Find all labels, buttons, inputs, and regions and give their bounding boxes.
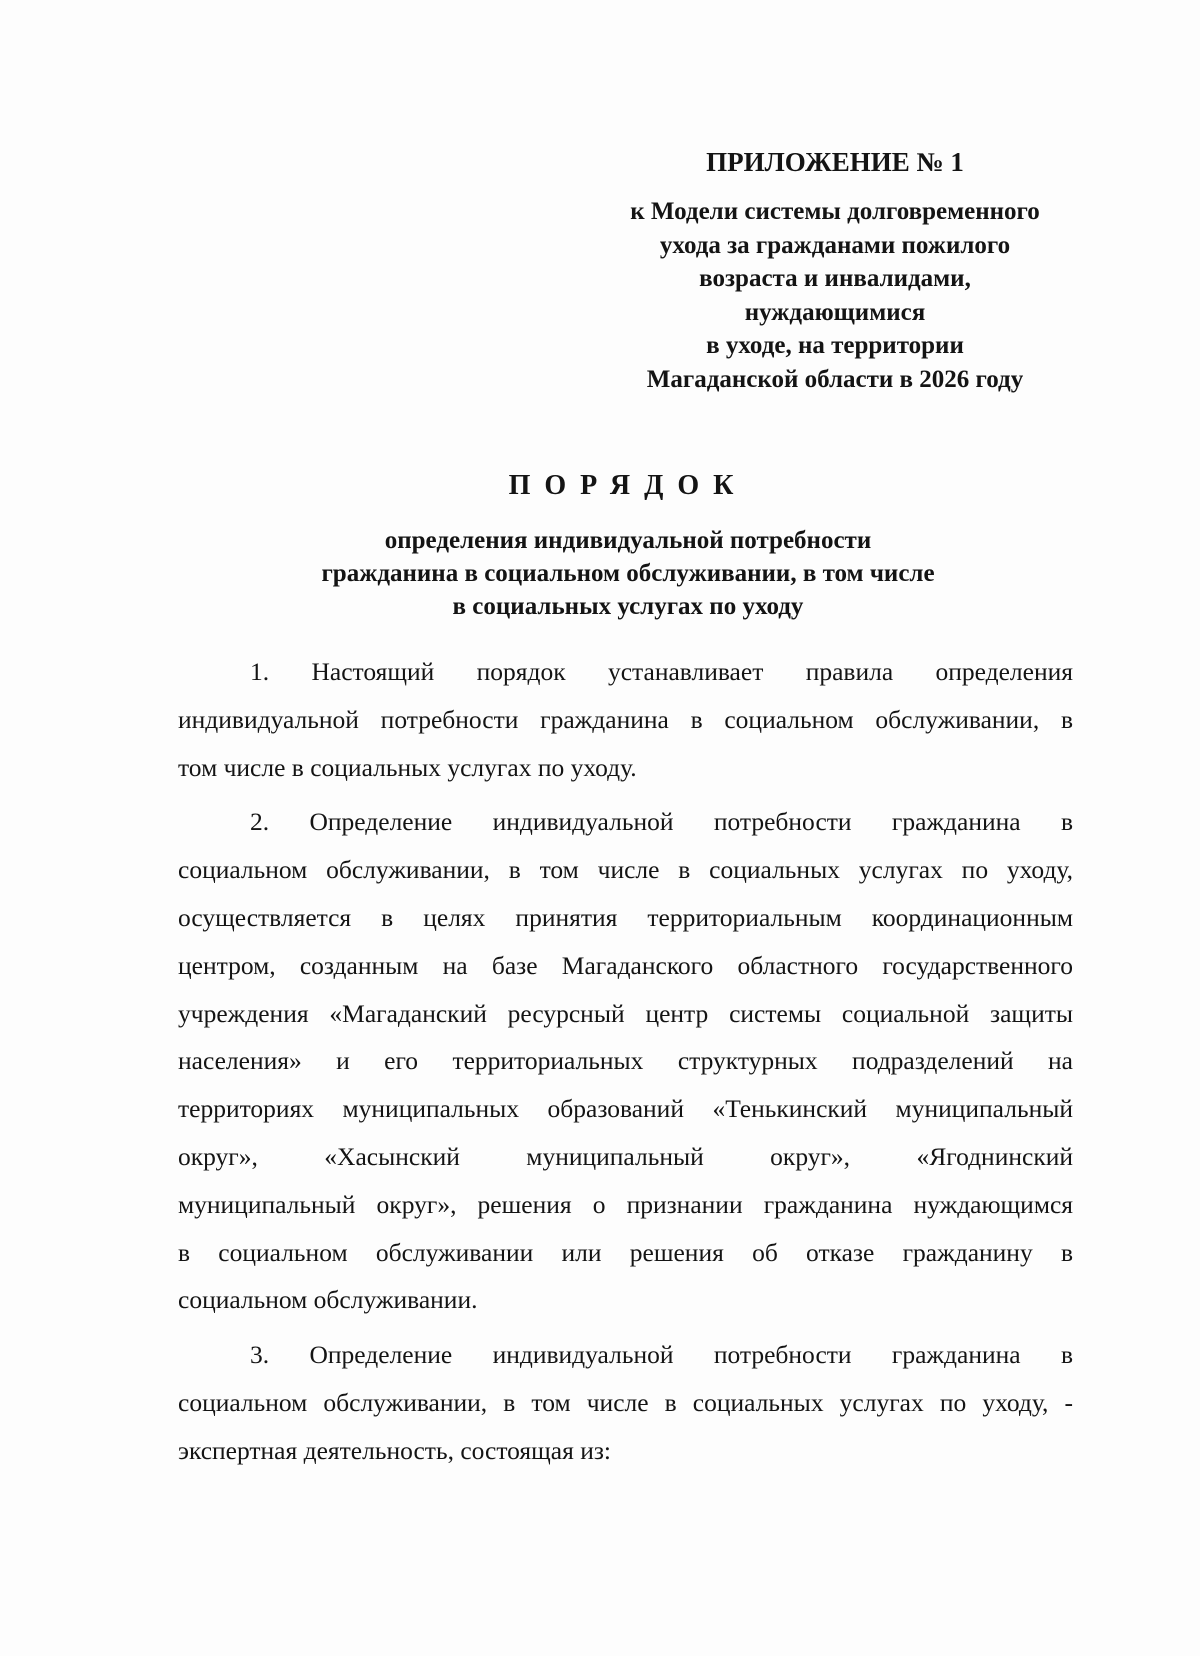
document-body xyxy=(178,648,1073,1482)
appendix-line: к Модели системы долговременного xyxy=(630,198,1040,225)
text-line: осуществляется в целях принятия территориальным координационным xyxy=(178,902,1073,932)
text-line: социальном обслуживании, в том числе в социальных услугах по уходу, xyxy=(178,855,1073,885)
text-line: муниципальный округ», решения о признании гражданина нуждающимся xyxy=(178,1189,1073,1219)
subtitle-line: определения индивидуальной потребности xyxy=(384,527,872,554)
text-line: том числе в социальных услугах по уходу. xyxy=(178,752,637,782)
subtitle-line: гражданина в социальном обслуживании, в том числе xyxy=(321,560,935,587)
document-title: ПОРЯДОК xyxy=(508,470,748,501)
paragraph-1 xyxy=(178,648,1073,791)
text-line: экспертная деятельность, состоящая из: xyxy=(178,1435,612,1465)
appendix-title: ПРИЛОЖЕНИЕ № 1 xyxy=(706,147,964,177)
subtitle-line: в социальных услугах по уходу xyxy=(452,593,804,620)
document-subtitle xyxy=(0,524,1200,623)
appendix-line: возраста и инвалидами, xyxy=(699,265,971,292)
text-line: центром, созданным на базе Магаданского областного государственного xyxy=(178,950,1073,980)
appendix-header xyxy=(600,145,1070,396)
text-line: 3. Определение индивидуальной потребности гражданина в xyxy=(250,1340,1073,1370)
appendix-line: ухода за гражданами пожилого xyxy=(659,231,1011,259)
appendix-line: нуждающимися xyxy=(744,298,926,326)
appendix-line: Магаданской области в 2026 году xyxy=(646,365,1024,393)
text-line: социальном обслуживании. xyxy=(178,1285,478,1315)
text-line: индивидуальной потребности гражданина в социальном обслуживании, в xyxy=(178,704,1073,734)
text-line: учреждения «Магаданский ресурсный центр системы социальной защиты xyxy=(178,998,1073,1028)
paragraph-3 xyxy=(178,1331,1073,1474)
text-line: территориях муниципальных образований «Тенькинский муниципальный xyxy=(178,1094,1073,1124)
text-line: в социальном обслуживании или решения об отказе гражданину в xyxy=(178,1237,1073,1267)
text-line: 1. Настоящий порядок устанавливает правила определения xyxy=(250,657,1073,686)
text-line: 2. Определение индивидуальной потребности гражданина в xyxy=(250,807,1073,837)
text-line: населения» и его территориальных структурных подразделений на xyxy=(178,1046,1073,1076)
paragraph-2 xyxy=(178,798,1073,1324)
appendix-line: в уходе, на территории xyxy=(706,332,964,359)
text-line: округ», «Хасынский муниципальный округ», «Ягоднинский xyxy=(178,1141,1073,1171)
text-line: социальном обслуживании, в том числе в социальных услугах по уходу, - xyxy=(178,1387,1073,1417)
